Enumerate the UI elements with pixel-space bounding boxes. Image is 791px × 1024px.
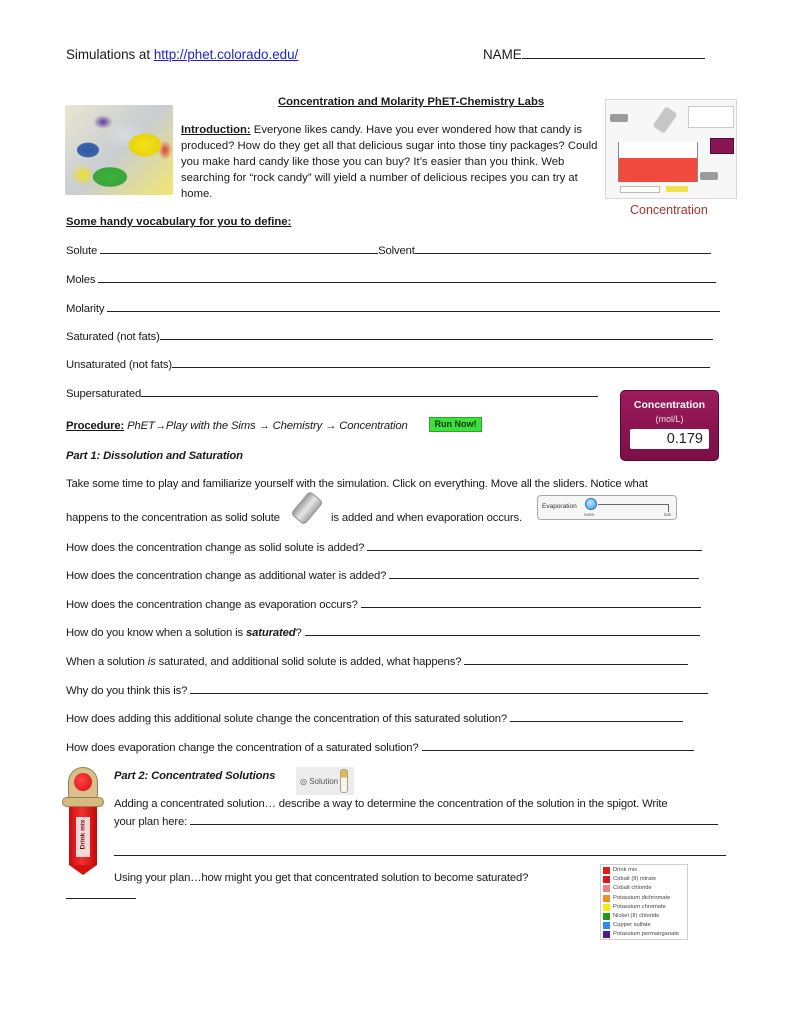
solution-liquid	[619, 158, 697, 182]
solution-radio-text: Solution	[309, 777, 339, 786]
part2-answer-line	[114, 846, 726, 859]
meter-unit: (mol/L)	[655, 414, 684, 424]
answer-blank[interactable]	[367, 541, 702, 551]
solute-name: Potassium dichromate	[613, 894, 671, 901]
vocab-term: Solvent	[378, 245, 415, 257]
answer-blank[interactable]	[464, 655, 688, 665]
question-text: your plan here:	[114, 816, 191, 828]
question-emphasis: is	[147, 656, 156, 668]
answer-blank[interactable]	[510, 712, 683, 722]
sim-caption: Concentration	[630, 203, 708, 217]
question-text: ?	[295, 627, 305, 639]
name-field[interactable]	[483, 47, 705, 62]
solute-panel	[688, 106, 734, 128]
dropper-icon	[340, 769, 348, 793]
vocab-term: Solute	[66, 245, 101, 257]
faucet-icon	[610, 114, 628, 122]
solute-name: Copper sulfate	[613, 922, 651, 929]
solution-radio-label: ◎ Solution	[300, 777, 339, 786]
part2-heading: Part 2: Concentrated Solutions	[114, 770, 276, 782]
spigot-collar	[62, 797, 104, 807]
question-text: When a solution	[66, 656, 148, 668]
part2-question2-answer	[66, 889, 136, 902]
evaporation-track[interactable]	[598, 504, 668, 505]
question-text: How does the concentration change as solid solute is added?	[66, 542, 368, 554]
answer-blank[interactable]	[172, 358, 710, 368]
name-label: NAME	[483, 47, 522, 62]
solute-list-item[interactable]	[603, 921, 685, 930]
concentration-sim-thumbnail	[605, 99, 737, 199]
solute-name: Cobalt chloride	[613, 885, 652, 892]
answer-blank[interactable]	[66, 889, 136, 899]
solute-color-swatch	[603, 913, 610, 920]
answer-blank[interactable]	[141, 387, 598, 397]
part2-question1-line1: Adding a concentrated solution… describe a way to determine the concentration of the solution in the spigot. Write	[114, 798, 668, 810]
vocab-moles	[66, 273, 716, 286]
solute-color-swatch	[603, 867, 610, 874]
introduction-text: Everyone likes candy. Have you ever wondered how that candy is produced? How do they get all that delicious sugar into those tiny packages? Could you make hard candy like those you can buy? It’s easier than you think. Web searching for “rock candy” will yield a number of delicious recipes you can try at home.	[181, 124, 598, 200]
solute-name: Cobalt (II) nitrate	[613, 876, 657, 883]
solute-list-item[interactable]	[603, 903, 685, 912]
page-title: Concentration and Molarity PhET-Chemistry Labs	[278, 96, 545, 108]
meter-value: 0.179	[630, 429, 709, 449]
vocab-saturated	[66, 330, 713, 343]
procedure-path: PhET→Play with the Sims → Chemistry → Concentration	[124, 420, 408, 432]
simulations-header	[66, 47, 298, 62]
part1-intro-line1: Take some time to play and familiarize yourself with the simulation. Click on everything. Move all the sliders. Notice what	[66, 478, 648, 490]
answer-blank[interactable]	[160, 330, 713, 340]
answer-blank[interactable]	[114, 846, 726, 856]
introduction-paragraph	[181, 122, 601, 202]
drain-faucet-icon	[700, 172, 718, 180]
vocab-supersaturated	[66, 387, 598, 400]
evaporation-max-label: lots	[664, 512, 672, 517]
vocab-unsaturated	[66, 358, 710, 371]
question-text: How does adding this additional solute change the concentration of this saturated solution?	[66, 713, 511, 725]
question-text: How does the concentration change as additional water is added?	[66, 570, 390, 582]
part2-question1-line2	[114, 815, 718, 828]
question-6	[66, 684, 708, 697]
question-text: How does the concentration change as evaporation occurs?	[66, 599, 361, 611]
solute-shaker-icon	[290, 491, 323, 526]
concentration-meter	[620, 390, 719, 461]
evaporation-slider[interactable]	[537, 495, 677, 520]
part1-intro-line2b: is added and when evaporation occurs.	[331, 512, 523, 524]
vocab-molarity	[66, 302, 720, 315]
vocab-term: Saturated (not fats)	[66, 331, 160, 343]
vocab-term: Moles	[66, 274, 99, 286]
question-8	[66, 741, 694, 754]
question-1	[66, 541, 702, 554]
evaporation-knob[interactable]	[585, 498, 597, 510]
spigot-tip	[69, 865, 97, 875]
candy-photo	[65, 105, 173, 195]
solute-color-swatch	[603, 895, 610, 902]
answer-blank[interactable]	[107, 302, 720, 312]
answer-blank[interactable]	[190, 815, 718, 825]
procedure-line	[66, 420, 408, 432]
answer-blank[interactable]	[361, 598, 701, 608]
answer-blank[interactable]	[305, 626, 700, 636]
question-emphasis: saturated	[246, 627, 296, 639]
solute-color-swatch	[603, 931, 610, 938]
evaporation-label: Evaporation	[542, 503, 577, 510]
spigot-label-text: Drink mix	[79, 819, 87, 850]
name-blank[interactable]	[522, 49, 705, 59]
answer-blank[interactable]	[389, 569, 699, 579]
question-7	[66, 712, 683, 725]
vocab-term: Molarity	[66, 303, 108, 315]
solute-list-item[interactable]	[603, 930, 685, 939]
vocab-term: Supersaturated	[66, 388, 142, 400]
question-text: Why do you think this is?	[66, 685, 191, 697]
introduction-label: Introduction:	[181, 124, 251, 136]
solution-radio-option[interactable]	[296, 767, 354, 795]
meter-title: Concentration	[633, 399, 706, 411]
evaporation-slider-icon	[620, 186, 660, 193]
solute-color-swatch	[603, 876, 610, 883]
question-3	[66, 598, 701, 611]
part2-question2: Using your plan…how might you get that concentrated solution to become saturated?	[114, 872, 529, 884]
vocab-heading: Some handy vocabulary for you to define:	[66, 216, 292, 228]
solute-list-item[interactable]	[603, 875, 685, 884]
spigot-label	[76, 817, 90, 857]
spigot-button	[74, 773, 92, 791]
question-5	[66, 655, 688, 668]
solute-color-swatch	[603, 904, 610, 911]
solute-name: Drink mix	[613, 867, 638, 873]
solute-name: Nickel (II) chloride	[613, 912, 660, 919]
remove-solute-button-icon	[666, 186, 688, 192]
simulations-prefix: Simulations at	[66, 47, 154, 62]
solute-list-item[interactable]	[603, 866, 685, 875]
phet-link[interactable]: http://phet.colorado.edu/	[153, 47, 299, 62]
procedure-label: Procedure:	[66, 420, 125, 432]
part1-heading: Part 1: Dissolution and Saturation	[66, 450, 243, 462]
question-text: How does evaporation change the concentration of a saturated solution?	[66, 742, 422, 754]
vocab-term: Unsaturated (not fats)	[66, 359, 172, 371]
evaporation-track-end	[668, 504, 669, 512]
drink-mix-spigot-icon	[60, 765, 106, 875]
question-2	[66, 569, 699, 582]
question-text: saturated, and additional solid solute is added, what happens?	[155, 656, 465, 668]
answer-blank[interactable]	[98, 273, 716, 283]
answer-blank[interactable]	[422, 741, 694, 751]
solute-list-item[interactable]	[603, 894, 685, 903]
solute-list-item[interactable]	[603, 884, 685, 893]
question-4	[66, 626, 700, 639]
solute-name: Potassium chromate	[613, 903, 666, 910]
solute-list	[600, 864, 688, 940]
solute-list-item[interactable]	[603, 912, 685, 921]
answer-blank[interactable]	[190, 684, 708, 694]
shaker-icon	[652, 106, 677, 134]
vocab-solute	[66, 244, 711, 257]
meter-icon	[710, 138, 734, 154]
answer-blank[interactable]	[415, 244, 711, 254]
part1-intro-line2a: happens to the concentration as solid solute	[66, 512, 280, 524]
evaporation-min-label: none	[584, 512, 595, 517]
solute-color-swatch	[603, 885, 610, 892]
run-now-button[interactable]: Run Now!	[429, 417, 482, 432]
solute-color-swatch	[603, 922, 610, 929]
answer-blank[interactable]	[100, 244, 378, 254]
question-text: How do you know when a solution is	[66, 627, 246, 639]
solute-name: Potassium permanganate	[613, 931, 680, 938]
